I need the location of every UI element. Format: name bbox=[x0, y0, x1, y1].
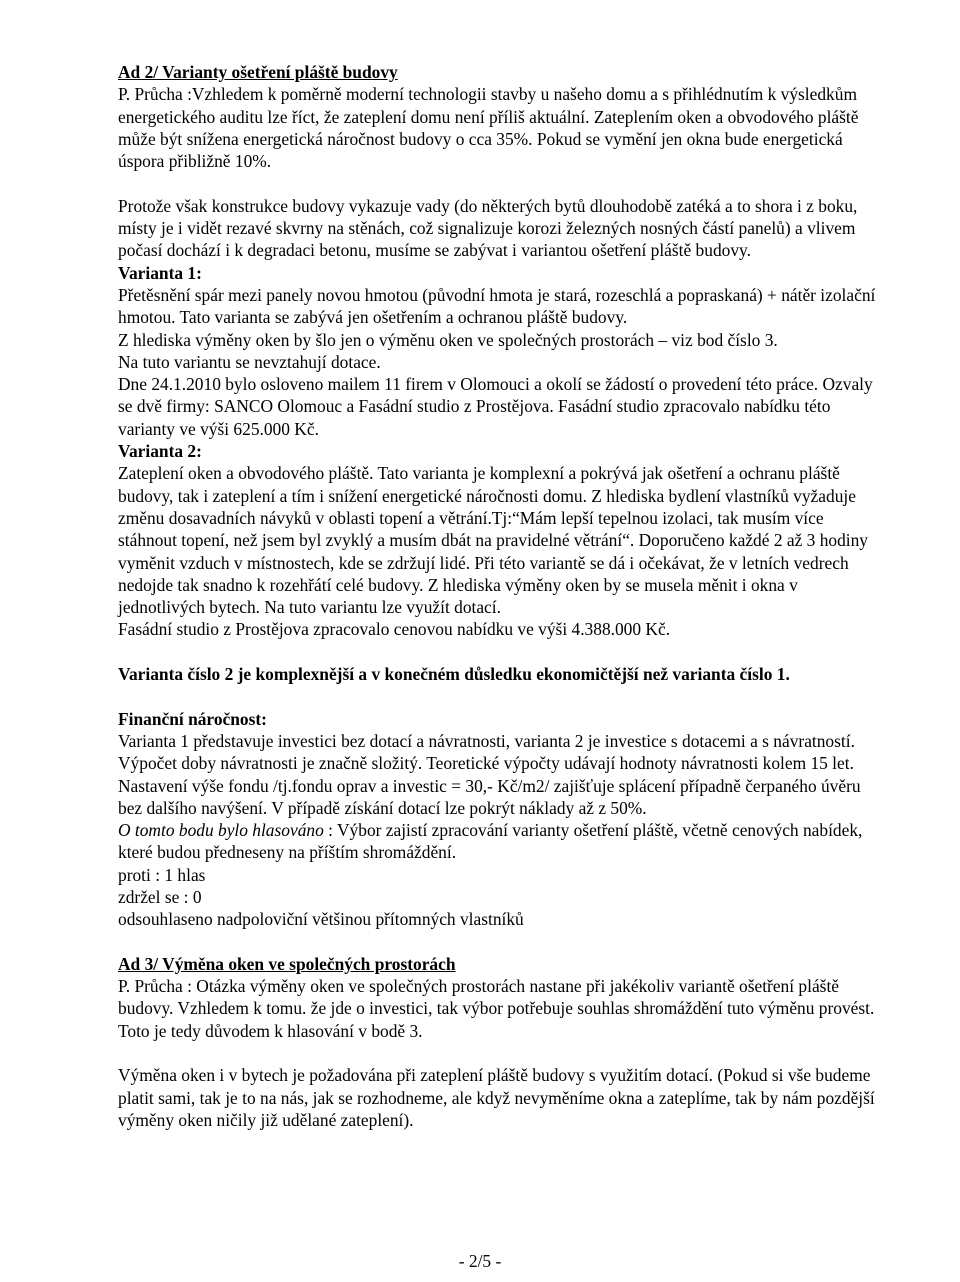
variant-1-line: Z hlediska výměny oken by šlo jen o výměnu oken ve společných prostorách – viz bod číslo 3. bbox=[118, 329, 778, 350]
section-3-intro: P. Průcha : Otázka výměny oken ve společných prostorách nastane při jakékoliv variantě ošetření pláště budovy. Vzhledem k tomu. že jde o investici, tak výbor potřebuje souhlas shromáždění tuto výměnu provést. Toto je tedy důvodem k hlasování v bodě 3. bbox=[118, 976, 875, 1041]
spacer bbox=[118, 641, 878, 663]
vote-text: : Výbor zajistí zpracování varianty ošetření pláště, včetně cenových nabídek, které budou předneseny na příštím shromáždění. bbox=[118, 820, 863, 863]
variant-conclusion: Varianta číslo 2 je komplexnější a v konečném důsledku ekonomičtější než varianta číslo 1. bbox=[118, 664, 790, 685]
finance-text: Varianta 1 představuje investici bez dotací a návratnosti, varianta 2 je investice s dotacemi a s návratností. Výpočet doby návratnosti je značně složitý. Teoretické výpočty udávají hodnoty návratnosti kolem 15 let. Nastavení výše fondu /tj.fondu oprav a investic = 30,- Kč/m2/ zajišťuje splácení případně čerpaného úvěru bez dalšího navýšení. V případě získání dotací lze pokrýt náklady až z 50%. bbox=[118, 730, 861, 818]
section-3-heading: Ad 3/ Výměna oken ve společných prostorách bbox=[118, 953, 456, 974]
spacer bbox=[118, 685, 878, 707]
variant-1-line: Dne 24.1.2010 bylo osloveno mailem 11 firem v Olomouci a okolí se žádostí o provedení této práce. Ozvaly se dvě firmy: SANCO Olomouc a Fasádní studio z Prostějova. Fasádní studio zpracovalo nabídku této varianty ve výši 625.000 Kč. bbox=[118, 374, 873, 439]
document-page bbox=[118, 61, 878, 1131]
vote-paragraph bbox=[118, 819, 878, 864]
vote-result: odsouhlaseno nadpoloviční většinou přítomných vlastníků bbox=[118, 909, 524, 930]
variant-1-line: Na tuto variantu se nevztahují dotace. bbox=[118, 351, 381, 372]
vote-against: proti : 1 hlas bbox=[118, 864, 206, 885]
variant-2-title: Varianta 2: bbox=[118, 441, 202, 462]
vote-label: O tomto bodu bylo hlasováno bbox=[118, 820, 324, 841]
spacer bbox=[118, 172, 878, 194]
vote-abstained: zdržel se : 0 bbox=[118, 886, 202, 907]
variant-1-line: Přetěsnění spár mezi panely novou hmotou (původní hmota je stará, rozeschlá a popraskaná) + nátěr izolační hmotou. Tato varianta se zabývá jen ošetřením a ochranou pláště budovy. bbox=[118, 284, 876, 328]
page-number: - 2/5 - bbox=[458, 1251, 502, 1271]
finance-title: Finanční náročnost: bbox=[118, 708, 267, 729]
spacer bbox=[118, 931, 878, 953]
section-2-heading: Ad 2/ Varianty ošetření pláště budovy bbox=[118, 62, 398, 82]
section-2-defects: Protože však konstrukce budovy vykazuje vady (do některých bytů dlouhodobě zatéká a to shora i z boku, místy je i vidět rezavé skvrny na stěnách, což signalizuje korozi železných nosných částí panelů) a vlivem počasí dochází i k degradaci betonu, musíme se zabývat i variantou ošetření pláště budovy. bbox=[118, 195, 858, 261]
variant-2-line: Zateplení oken a obvodového pláště. Tato varianta je komplexní a pokrývá jak ošetření a ochranu pláště budovy, tak i zateplení a tím i snížení energetické náročnosti domu. Z hlediska bydlení vlastníků vyžaduje změnu dosavadních návyků v oblasti topení a větrání.Tj:“Mám lepší tepelnou izolaci, tak musím více stáhnout topení, než jsem byl zvyklý a musím dbát na pravidelné větrání“. Doporučeno každé 2 až 3 hodiny vyměnit vzduch v místnostech, kde se zdržují lidé. Při této variantě se dá i očekávat, že v letních vedrech nedojde tak snadno k rozehřátí celé budovy. Z hlediska výměny oken by se musela měnit i okna v jednotlivých bytech. Na tuto variantu lze využít dotací. bbox=[118, 463, 868, 618]
spacer bbox=[118, 1042, 878, 1064]
section-3-text: Výměna oken i v bytech je požadována při zateplení pláště budovy s využitím dotací. (Pokud si vše budeme platit sami, tak je to na nás, jak se rozhodneme, ale když nevyměníme okna a zateplíme, tak by nám pozdější výměny oken ničily již udělané zateplení). bbox=[118, 1065, 875, 1130]
section-2-intro: P. Průcha :Vzhledem k poměrně moderní technologii stavby u našeho domu a s přihlédnutím k výsledkům energetického auditu lze říct, že zateplení domu není příliš aktuální. Zateplením oken a obvodového pláště může být snížena energetická náročnost budovy o cca 35%. Pokud se vymění jen okna bude energetická úspora přibližně 10%. bbox=[118, 84, 859, 172]
variant-1-title: Varianta 1: bbox=[118, 262, 202, 283]
variant-2-line: Fasádní studio z Prostějova zpracovalo cenovou nabídku ve výši 4.388.000 Kč. bbox=[118, 619, 671, 640]
